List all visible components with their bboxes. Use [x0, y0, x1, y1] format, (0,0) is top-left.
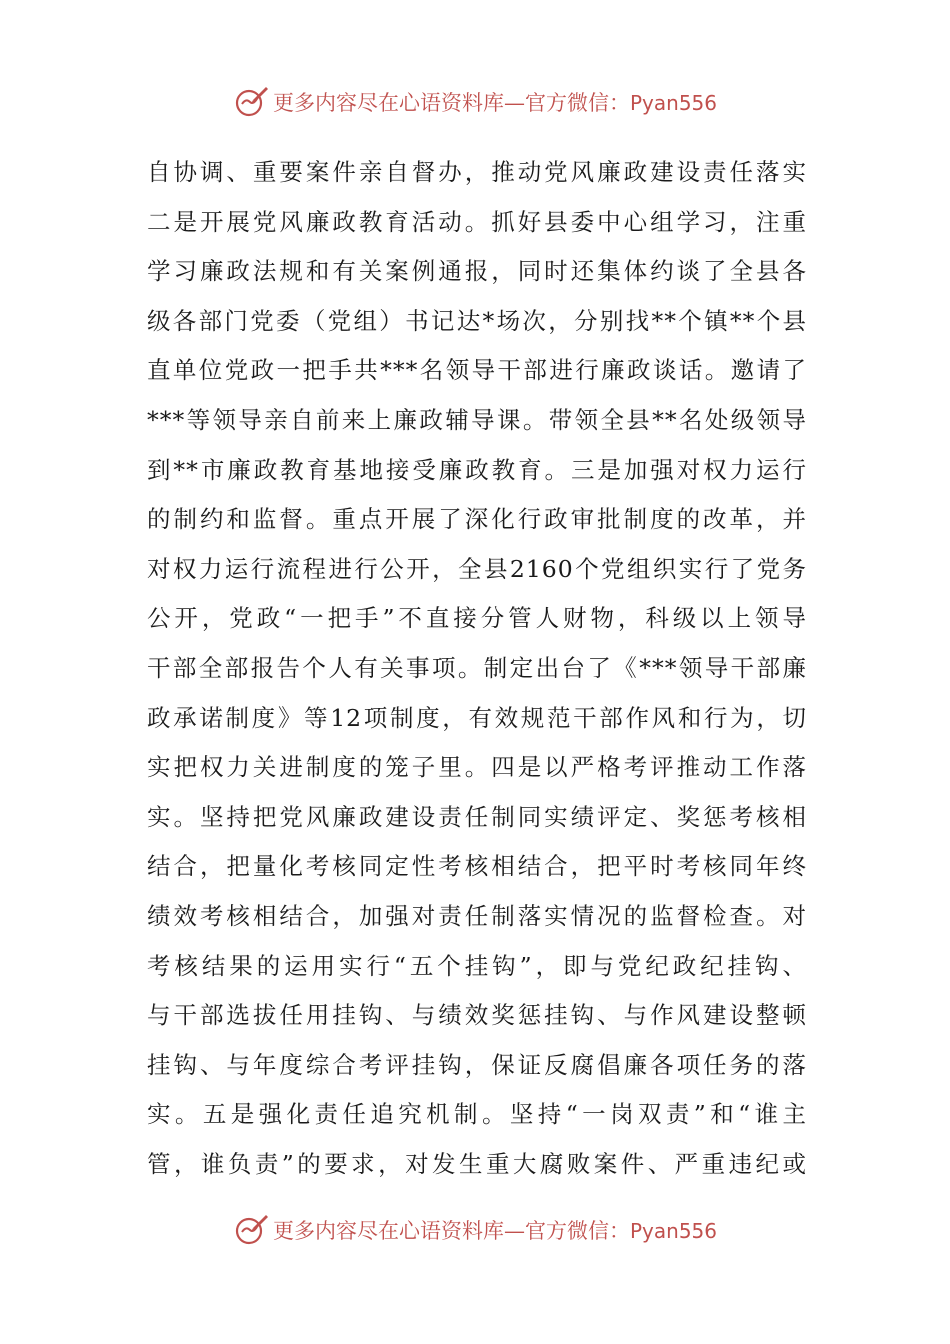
text-line: 级各部门党委（党组）书记达*场次，分别找**个镇**个县	[147, 306, 807, 335]
footer-banner-label: 更多内容尽在心语资料库—官方微信：	[272, 1219, 630, 1243]
text-line: 实把权力关进制度的笼子里。四是以严格考评推动工作落	[147, 753, 807, 782]
text-line: 管，谁负责”的要求，对发生重大腐败案件、严重违纪或	[147, 1149, 807, 1178]
header-wechat-id: Pyan556	[629, 91, 717, 115]
header-banner-text	[273, 87, 717, 117]
footer-wechat-id: Pyan556	[629, 1219, 717, 1243]
text-line: 对权力运行流程进行公开，全县2160个党组织实行了党务	[147, 554, 807, 583]
document-body	[147, 148, 807, 1189]
pen-logo-icon	[233, 1212, 269, 1248]
text-line: 自协调、重要案件亲自督办，推动党风廉政建设责任落实	[147, 158, 807, 186]
text-line: 公开，党政“一把手”不直接分管人财物，科级以上领导	[147, 604, 807, 633]
text-line: 学习廉政法规和有关案例通报，同时还集体约谈了全县各	[147, 257, 807, 286]
footer-banner	[0, 1210, 950, 1250]
text-line: 实。五是强化责任追究机制。坚持“一岗双责”和“谁主	[147, 1100, 807, 1129]
text-line: 干部全部报告个人有关事项。制定出台了《***领导干部廉	[147, 653, 807, 682]
text-line: 二是开展党风廉政教育活动。抓好县委中心组学习，注重	[147, 207, 807, 236]
text-line: 政承诺制度》等12项制度，有效规范干部作风和行为，切	[147, 703, 807, 732]
text-line: 的制约和监督。重点开展了深化行政审批制度的改革，并	[147, 505, 807, 534]
text-line: 结合，把量化考核同定性考核相结合，把平时考核同年终	[147, 852, 807, 881]
text-line: 挂钩、与年度综合考评挂钩，保证反腐倡廉各项任务的落	[147, 1050, 807, 1079]
text-line: 与干部选拔任用挂钩、与绩效奖惩挂钩、与作风建设整顿	[147, 1001, 807, 1030]
text-line: 到**市廉政教育基地接受廉政教育。三是加强对权力运行	[147, 455, 807, 484]
pen-logo-icon	[233, 84, 269, 120]
text-line: 实。坚持把党风廉政建设责任制同实绩评定、奖惩考核相	[147, 802, 807, 831]
text-line: 直单位党政一把手共***名领导干部进行廉政谈话。邀请了	[147, 356, 807, 385]
header-banner	[0, 82, 950, 122]
text-line: 考核结果的运用实行“五个挂钩”，即与党纪政纪挂钩、	[147, 951, 807, 980]
footer-banner-text	[273, 1215, 717, 1245]
header-banner-label: 更多内容尽在心语资料库—官方微信：	[272, 91, 630, 115]
text-line: ***等领导亲自前来上廉政辅导课。带领全县**名处级领导	[147, 405, 807, 434]
text-line: 绩效考核相结合，加强对责任制落实情况的监督检查。对	[147, 901, 807, 930]
